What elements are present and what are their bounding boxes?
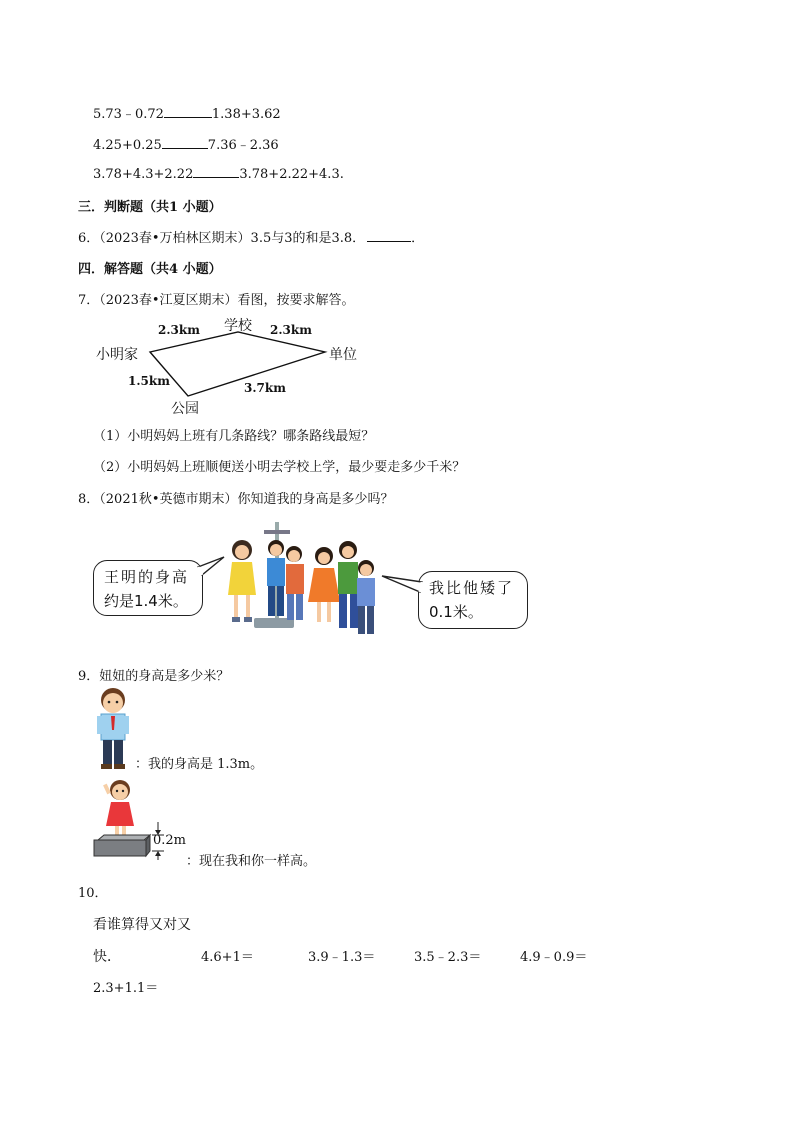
compare-right: 7.36﹣2.36 xyxy=(207,138,279,153)
question-8 xyxy=(78,488,394,507)
bubble-line: 我比他矮了 xyxy=(429,579,515,597)
compare-left: 3.78+4.3+2.22 xyxy=(93,167,194,182)
label-dist-park-work: 3.7km xyxy=(244,381,286,395)
question-7 xyxy=(78,289,355,308)
compare-left: 5.73﹣0.72 xyxy=(93,107,164,122)
label-work: 单位 xyxy=(329,347,357,363)
bubble-line: 0.1米。 xyxy=(429,603,483,621)
label-dist-home-park: 1.5km xyxy=(128,374,170,388)
question-source: （2021秋•英德市期末） xyxy=(99,492,238,507)
bubble-line: 约是1.4米。 xyxy=(104,592,188,610)
compare-right: 1.38+3.62 xyxy=(211,107,281,122)
question-text: 你知道我的身高是多少吗？ xyxy=(237,492,394,507)
question-number: 9． xyxy=(78,669,100,684)
calc-item: 3.9﹣1.3＝ xyxy=(308,950,376,965)
label-dist-home-school: 2.3km xyxy=(158,323,200,337)
boy-illustration xyxy=(93,686,133,770)
question-text: 看图，按要求解答。 xyxy=(237,293,355,308)
label-park: 公园 xyxy=(171,401,199,417)
question-source: （2023春•江夏区期末） xyxy=(99,293,238,308)
question-6 xyxy=(78,227,424,246)
compare-left: 4.25+0.25 xyxy=(93,138,162,153)
question-end: ． xyxy=(411,231,425,246)
question-9 xyxy=(78,665,229,684)
answer-blank[interactable] xyxy=(367,229,411,242)
answer-blank[interactable] xyxy=(164,105,212,118)
calc-item: 4.6+1＝ xyxy=(201,950,254,965)
question-number: 6． xyxy=(78,231,100,246)
bubble-tail-right xyxy=(380,572,424,596)
question-text: 妞妞的身高是多少米？ xyxy=(99,669,230,684)
section-title-judge: 三．判断题（共1 小题） xyxy=(78,200,222,215)
question-number: 8． xyxy=(78,492,100,507)
section-title-solve: 四．解答题（共4 小题） xyxy=(78,262,222,277)
compare-right: 3.78+2.22+4.3. xyxy=(239,167,344,182)
q7-sub-1: （1）小明妈妈上班有几条路线？哪条路线最短？ xyxy=(93,429,375,444)
question-10-line1: 看谁算得又对又 xyxy=(93,917,191,933)
answer-blank[interactable] xyxy=(162,136,208,149)
calc-item: 4.9﹣0.9＝ xyxy=(520,950,588,965)
question-text: 3.5与3的和是3.8． xyxy=(250,231,366,246)
speech-bubble-left xyxy=(93,560,203,616)
label-dist-school-work: 2.3km xyxy=(270,323,312,337)
label-school: 学校 xyxy=(224,318,252,334)
boy-speech: ：我的身高是 1.3m。 xyxy=(135,757,264,772)
bubble-line: 王明的身高 xyxy=(104,568,190,586)
speech-bubble-right xyxy=(418,571,528,629)
question-10-line2: 快． xyxy=(93,949,121,965)
label-home: 小明家 xyxy=(96,347,138,363)
answer-blank[interactable] xyxy=(193,165,239,178)
calc-item: 2.3+1.1＝ xyxy=(93,981,159,996)
children-measuring-illustration xyxy=(224,520,384,644)
compare-line-2 xyxy=(93,134,279,153)
question-number: 7． xyxy=(78,293,100,308)
question-source: （2023春•万柏林区期末） xyxy=(99,231,251,246)
route-polygon xyxy=(150,332,325,396)
question-10-number: 10． xyxy=(78,886,108,901)
girl-speech: ：现在我和你一样高。 xyxy=(186,854,317,869)
q7-sub-2: （2）小明妈妈上班顺便送小明去学校上学，最少要走多少千米？ xyxy=(93,460,466,475)
calc-item: 3.5﹣2.3＝ xyxy=(414,950,482,965)
compare-line-3 xyxy=(93,165,344,182)
box-height-label: 0.2m xyxy=(153,833,187,848)
compare-line-1 xyxy=(93,103,281,122)
